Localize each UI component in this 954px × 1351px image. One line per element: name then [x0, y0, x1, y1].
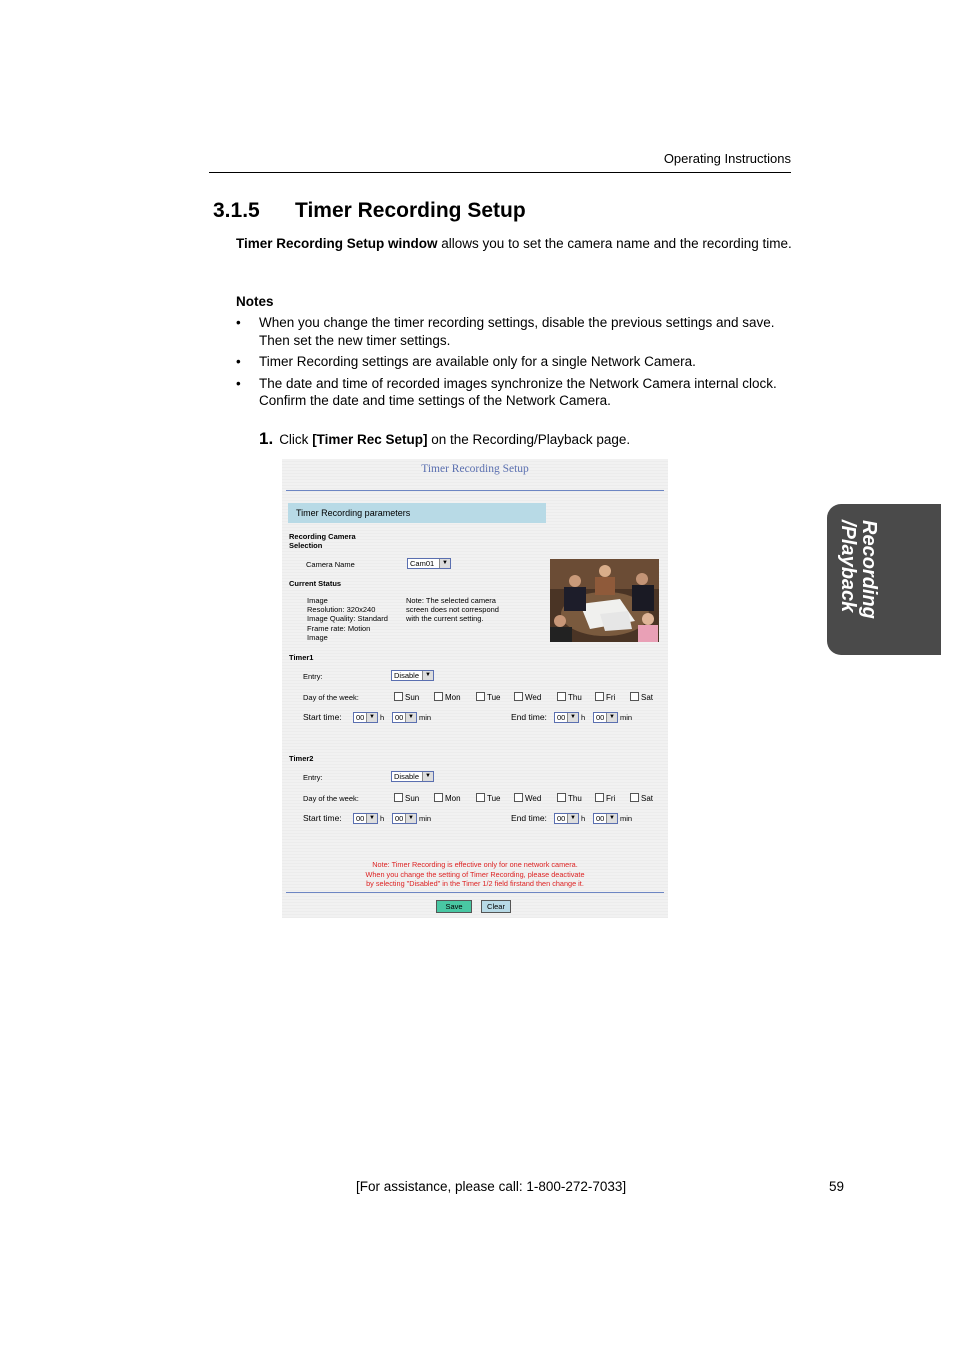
day-label: Day of the week:	[303, 693, 359, 702]
timer1-thu-checkbox[interactable]: Thu	[557, 692, 582, 702]
camera-select[interactable]: Cam01 ▼	[407, 558, 451, 569]
section-number: 3.1.5	[213, 199, 260, 222]
timer1-start-hour[interactable]: 00 ▼	[353, 712, 378, 723]
hour-unit: h	[380, 814, 385, 823]
timer2-mon-checkbox[interactable]: Mon	[434, 793, 461, 803]
min-unit: min	[620, 814, 633, 823]
screenshot-title: Timer Recording Setup	[421, 463, 529, 475]
timer1-tue-checkbox[interactable]: Tue	[476, 692, 501, 702]
timer1-heading: Timer1	[289, 653, 314, 662]
divider	[286, 490, 664, 491]
timer2-entry-select[interactable]: Disable ▼	[391, 771, 434, 782]
timer2-end-hour[interactable]: 00 ▼	[554, 813, 579, 824]
timer1-sat-checkbox[interactable]: Sat	[630, 692, 653, 702]
intro-paragraph	[236, 235, 796, 252]
end-time-label: End time:	[511, 813, 547, 823]
status-labels: Image Resolution: 320x240 Image Quality: Standard Frame rate: Motion Image	[307, 596, 388, 642]
chapter-tab-label: Recording /Playback	[837, 520, 880, 619]
timer2-end-min[interactable]: 00 ▼	[593, 813, 618, 824]
timer2-sun-checkbox[interactable]: Sun	[394, 793, 419, 803]
timer1-wed-checkbox[interactable]: Wed	[514, 692, 541, 702]
entry-label: Entry:	[303, 773, 323, 782]
intro-bold: Timer Recording Setup window	[236, 236, 438, 251]
min-unit: min	[419, 814, 432, 823]
hour-unit: h	[581, 713, 586, 722]
timer1-mon-checkbox[interactable]: Mon	[434, 692, 461, 702]
running-header: Operating Instructions	[663, 151, 791, 166]
clear-button[interactable]: Clear	[481, 900, 511, 913]
start-time-label: Start time:	[303, 813, 342, 823]
start-time-label: Start time:	[303, 712, 342, 722]
header-rule	[209, 172, 791, 173]
notes-heading: Notes	[236, 294, 274, 309]
timer1-start-min[interactable]: 00 ▼	[392, 712, 417, 723]
day-label: Day of the week:	[303, 794, 359, 803]
timer2-start-hour[interactable]: 00 ▼	[353, 813, 378, 824]
status-note: Note: The selected camera screen does not correspond with the current setting.	[406, 596, 499, 624]
timer2-wed-checkbox[interactable]: Wed	[514, 793, 541, 803]
min-unit: min	[620, 713, 633, 722]
notes-list	[236, 314, 796, 414]
divider	[286, 892, 664, 893]
hour-unit: h	[380, 713, 385, 722]
timer1-end-hour[interactable]: 00 ▼	[554, 712, 579, 723]
current-status-heading: Current Status	[289, 579, 342, 588]
camera-name-label: Camera Name	[306, 560, 355, 569]
intro-rest: allows you to set the camera name and the recording time.	[437, 236, 792, 251]
note-item: • When you change the timer recording settings, disable the previous settings and save. Then set the new timer settings.	[236, 315, 775, 348]
timer2-tue-checkbox[interactable]: Tue	[476, 793, 501, 803]
timer1-end-min[interactable]: 00 ▼	[593, 712, 618, 723]
timer2-heading: Timer2	[289, 754, 314, 763]
timer-setup-screenshot	[282, 459, 668, 918]
note-item: • Timer Recording settings are available only for a single Network Camera.	[236, 354, 696, 369]
timer2-start-min[interactable]: 00 ▼	[392, 813, 417, 824]
page-number: 59	[829, 1179, 845, 1194]
timer1-entry-select[interactable]: Disable ▼	[391, 670, 434, 681]
timer2-fri-checkbox[interactable]: Fri	[595, 793, 615, 803]
timer2-thu-checkbox[interactable]: Thu	[557, 793, 582, 803]
end-time-label: End time:	[511, 712, 547, 722]
footer-assistance: [For assistance, please call: 1-800-272-7033]	[356, 1179, 627, 1194]
hour-unit: h	[581, 814, 586, 823]
save-button[interactable]: Save	[436, 900, 472, 913]
step-1: 1. Click [Timer Rec Setup] on the Recording/Playback page.	[259, 429, 631, 448]
timer1-sun-checkbox[interactable]: Sun	[394, 692, 419, 702]
min-unit: min	[419, 713, 432, 722]
entry-label: Entry:	[303, 672, 323, 681]
warning-note: Note: Timer Recording is effective only for one network camera. When you change the setting of Timer Recording, please deactivate by selecting "Disabled" in the Timer 1/2 field firstand then change it.	[365, 860, 585, 889]
note-item: • The date and time of recorded images synchronize the Network Camera internal clock. Confirm the date and time settings of the Network Camera.	[236, 375, 777, 408]
timer2-sat-checkbox[interactable]: Sat	[630, 793, 653, 803]
recording-camera-selection: Recording Camera Selection	[289, 532, 356, 550]
params-heading: Timer Recording parameters	[288, 503, 546, 523]
camera-preview-image	[550, 559, 659, 642]
section-title: Timer Recording Setup	[295, 199, 526, 222]
timer1-fri-checkbox[interactable]: Fri	[595, 692, 615, 702]
